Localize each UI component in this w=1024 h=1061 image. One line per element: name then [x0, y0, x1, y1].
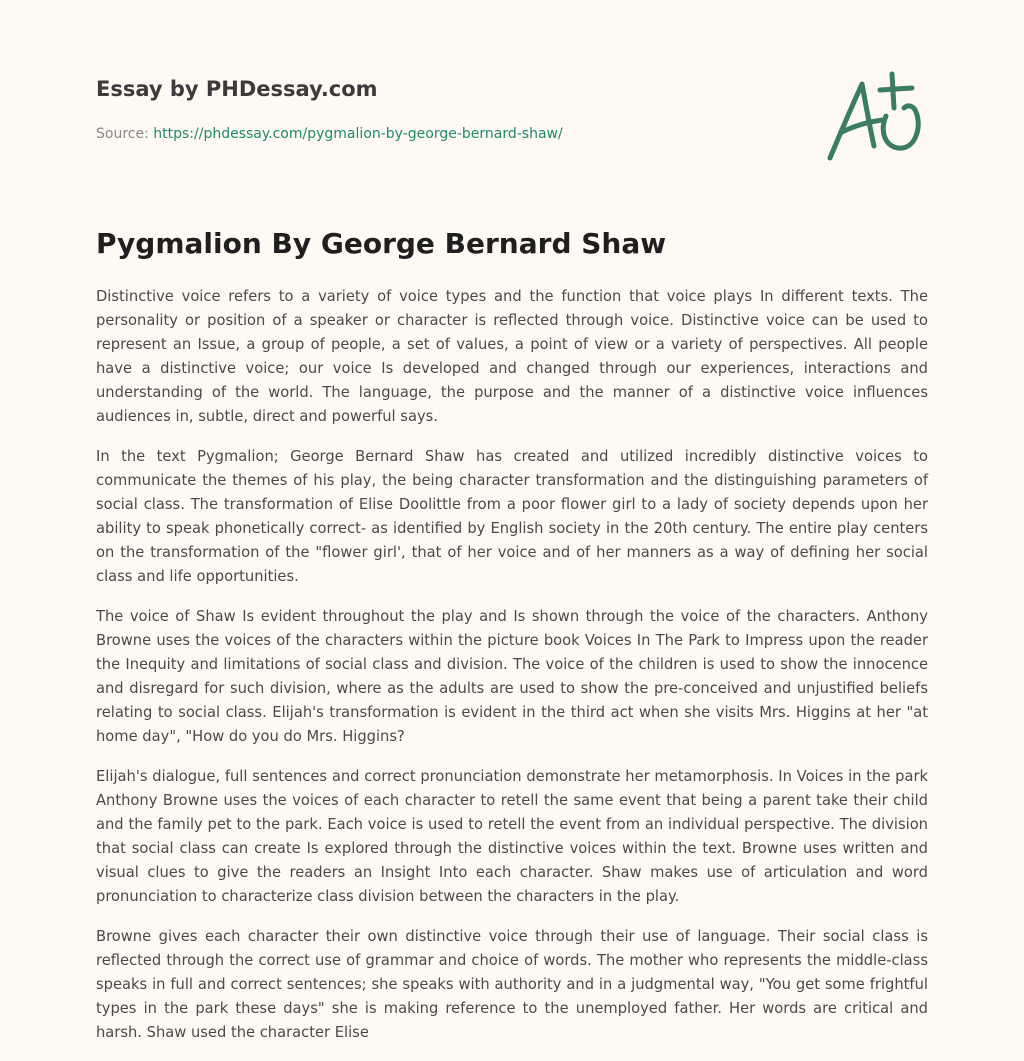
article-title: Pygmalion By George Bernard Shaw	[96, 227, 667, 260]
paragraph: Distinctive voice refers to a variety of voice types and the function that voice plays In different texts. The personality or position of a speaker or character is reflected through voice. Distinctive voice can be used to represent an Issue, a group of people, a set of values, a point of view or a variety of perspectives. All people have a distinctive voice; our voice Is developed and changed through our experiences, interactions and understanding of the world. The language, the purpose and the manner of a distinctive voice influences audiences in, subtle, direct and powerful says.	[96, 288, 928, 425]
source-line	[96, 124, 928, 144]
paragraph: The voice of Shaw Is evident throughout the play and Is shown through the voice of the characters. Anthony Browne uses the voices of the characters within the picture book Voices In The Park to Impress upon the reader the Inequity and limitations of social class and division. The voice of the children is used to show the innocence and disregard for such division, where as the adults are used to show the pre-conceived and unjustified beliefs relating to social class. Elijah's transformation is evident in the third act when she visits Mrs. Higgins at her "at home day", "How do you do Mrs. Higgins?	[96, 608, 928, 745]
a-plus-logo	[822, 66, 932, 166]
paragraph: Browne gives each character their own distinctive voice through their use of language. Their social class is reflected through the correct use of grammar and choice of words. The mother who represents the middle-class speaks in full and correct sentences; she speaks with authority and in a judgmental way, "You get some frightful types in the park these days" she is making reference to the unemployed father. Her words are critical and harsh. Shaw used the character Elise	[96, 928, 928, 1041]
paragraph: In the text Pygmalion; George Bernard Shaw has created and utilized incredibly distinctive voices to communicate the themes of his play, the being character transformation and the distinguishing parameters of social class. The transformation of Elise Doolittle from a poor flower girl to a lady of society depends upon her ability to speak phonetically correct- as identified by English society in the 20th century. The entire play centers on the transformation of the "flower girl', that of her voice and of her manners as a way of defining her social class and life opportunities.	[96, 448, 928, 585]
source-label: Source:	[96, 126, 149, 142]
a-plus-logo-graphic	[822, 66, 932, 166]
page-header	[96, 74, 928, 164]
article-body	[96, 285, 928, 1061]
site-title: Essay by PHDessay.com	[96, 77, 378, 101]
paragraph: Elijah's dialogue, full sentences and correct pronunciation demonstrate her metamorphosis. In Voices in the park Anthony Browne uses the voices of each character to retell the same event that being a parent take their child and the family pet to the park. Each voice is used to retell the event from an individual perspective. The division that social class can create Is explored through the distinctive voices within the text. Browne uses written and visual clues to give the readers an Insight Into each character. Shaw makes use of articulation and word pronunciation to characterize class division between the characters in the play.	[96, 768, 928, 905]
source-link[interactable]: https://phdessay.com/pygmalion-by-george-bernard-shaw/	[153, 126, 563, 142]
